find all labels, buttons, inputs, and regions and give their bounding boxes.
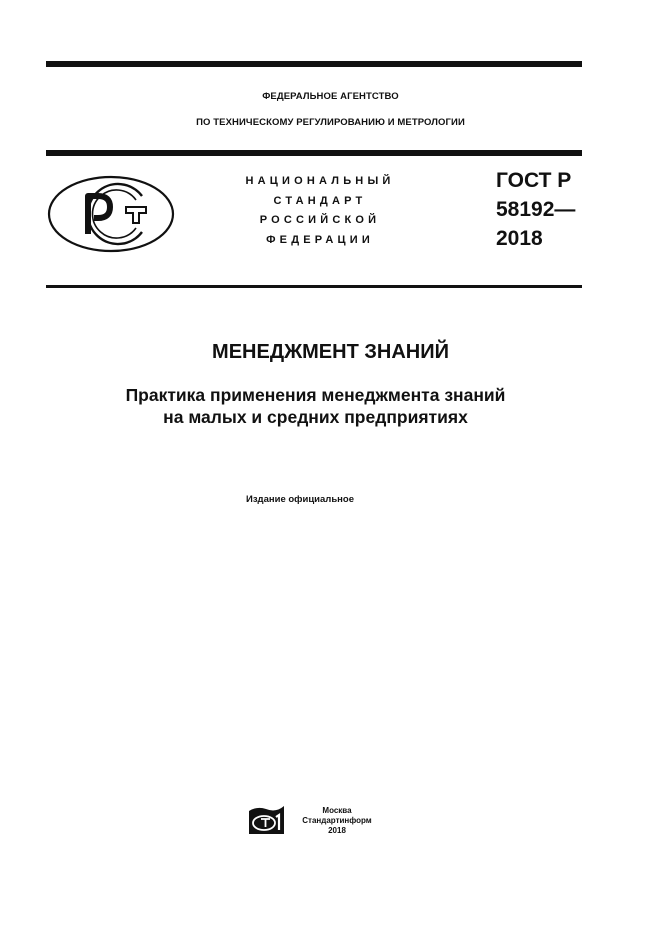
publisher-imprint [296,806,378,836]
publisher-city: Москва [322,806,352,815]
standard-designation [496,166,575,253]
designation-line: 2018 [496,227,543,250]
publisher-year: 2018 [328,826,346,835]
rst-gost-logo-icon [46,174,176,254]
top-rule [46,61,582,67]
subtitle-line: на малых и средних предприятиях [163,407,468,427]
national-standard-line: НАЦИОНАЛЬНЫЙ [245,175,395,187]
designation-line: ГОСТ Р [496,169,572,192]
national-standard-line: РОССИЙСКОЙ [259,214,381,226]
document-title: МЕНЕДЖМЕНТ ЗНАНИЙ [212,341,449,363]
agency-name-line-2: ПО ТЕХНИЧЕСКОМУ РЕГУЛИРОВАНИЮ И МЕТРОЛОГИИ [196,117,465,128]
national-standard-line: ФЕДЕРАЦИИ [266,233,374,246]
publisher-name: Стандартинформ [302,816,372,825]
standartinform-logo-icon [248,805,286,835]
edition-note: Издание официальное [246,494,354,505]
document-subtitle [0,384,631,428]
standard-block-bottom-rule [46,285,582,288]
national-standard-label [230,172,410,250]
agency-name-line-1: ФЕДЕРАЛЬНОЕ АГЕНТСТВО [262,91,399,102]
designation-line: 58192— [496,198,576,221]
subtitle-line: Практика применения менеджмента знаний [125,385,506,405]
header-divider-rule [46,150,582,156]
national-standard-line: СТАНДАРТ [273,194,367,207]
